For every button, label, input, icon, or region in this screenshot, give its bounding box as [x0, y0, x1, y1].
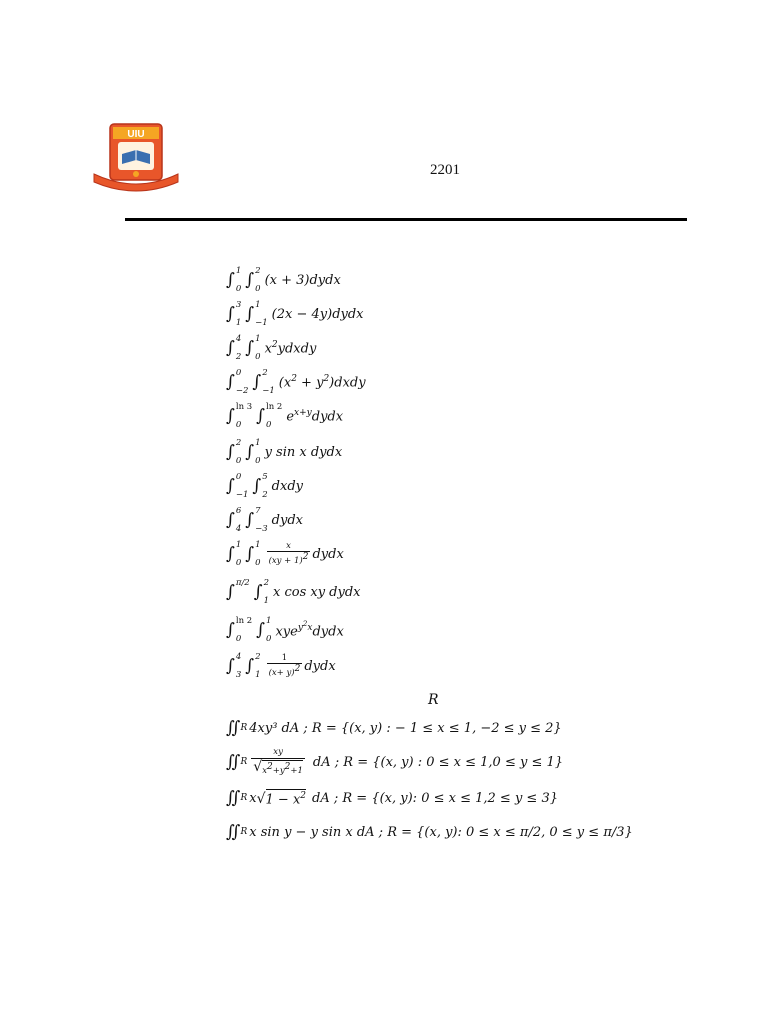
course-code: 2201 [430, 162, 460, 178]
integral-9: ∫ 1 0 ∫ 1 0 $\frac{x}{(xy + 1)^2}$ dydx [226, 540, 344, 568]
header-rule [125, 218, 687, 221]
integral-8: ∫ 6 4 ∫ 7 −3 dydx [226, 506, 303, 534]
double-integral-1: ∬ R 4xy³ dA ; R = {(x, y) : − 1 ≤ x ≤ 1, −2 ≤ y ≤ 2} [226, 717, 562, 738]
integral-4: ∫ 0 −2 ∫ 2 −1 ($x^2$ + $y^2)dxdy$ [226, 368, 366, 396]
university-logo [92, 122, 180, 194]
double-integral-3: ∬ R x √ $1 - x^2$ dA ; R = {(x, y): 0 ≤ x ≤ 1,2 ≤ y ≤ 3} [226, 787, 558, 808]
double-integral-2: ∬ R xy √ $x^2+y^2+1$ dA ; R = {(x, y) : 0 ≤ x ≤ 1,0 ≤ y ≤ 1} [226, 747, 564, 776]
integral-12: ∫ 4 3 ∫ 2 1 $\frac{1}{(x+ y)^2}$ dydx [226, 652, 336, 680]
integral-6: ∫ 2 0 ∫ 1 0 y sin x dydx [226, 438, 343, 466]
integral-2: ∫ 3 1 ∫ 1 −1 (2x − 4y)dydx [226, 300, 364, 328]
integral-11: ∫ ln 2 0 ∫ 1 0 xye$^{y^2x}$dydx [226, 616, 344, 644]
integral-5: ∫ ln 3 0 ∫ ln 2 0 $e^{x+y}dydx$ [226, 402, 344, 430]
integral-1: ∫ 1 0 ∫ 2 0 (x + 3)dydx [226, 266, 341, 294]
integral-10: ∫ π/2 ∫ 2 1 x cos xy dydx [226, 578, 361, 606]
double-integral-4: ∬ R x sin y − y sin x dA ; R = {(x, y): 0 ≤ x ≤ π/2, 0 ≤ y ≤ π/3} [226, 821, 633, 842]
svg-text:UIU: UIU [127, 129, 145, 140]
integral-3: ∫ 4 2 ∫ 1 0 $x^2ydxdy$ [226, 334, 317, 362]
integral-7: ∫ 0 −1 ∫ 5 2 dxdy [226, 472, 303, 500]
region-label: R [428, 692, 439, 708]
